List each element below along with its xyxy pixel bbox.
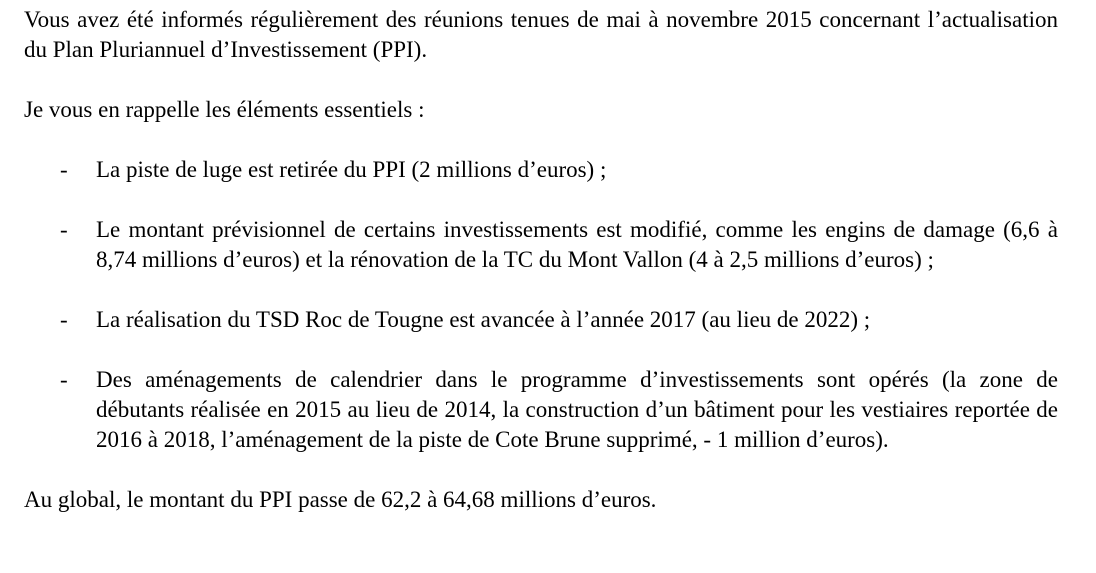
list-item-text: La réalisation du TSD Roc de Tougne est avancée à l’année 2017 (au lieu de 2022) ; [96,307,871,332]
reminder-paragraph: Je vous en rappelle les éléments essentiels : [24,97,425,122]
conclusion-paragraph: Au global, le montant du PPI passe de 62,2 à 64,68 millions d’euros. [24,487,657,512]
intro-paragraph: Vous avez été informés régulièrement des réunions tenues de mai à novembre 2015 concernant l’actualisation du Plan Pluriannuel d’Investissement (PPI). [24,7,1058,62]
list-item-text: Le montant prévisionnel de certains investissements est modifié, comme les engins de damage (6,6 à 8,74 millions d’euros) et la rénovation de la TC du Mont Vallon (4 à 2,5 millions d’euros) ; [96,217,1058,272]
document-body [24,5,1058,515]
bullet-dash: - [60,217,68,242]
bullet-dash: - [60,157,68,182]
list-item-text: La piste de luge est retirée du PPI (2 millions d’euros) ; [96,157,607,182]
paragraph-spacer [24,65,1058,95]
bullet-list [24,155,1058,455]
bullet-dash: - [60,307,68,332]
list-item-text: Des aménagements de calendrier dans le programme d’investissements sont opérés (la zone de débutants réalisée en 2015 au lieu de 2014, la construction d’un bâtiment pour les vestiaires reportée de 2016 à 2018, l’aménagement de la piste de Cote Brune supprimé, - 1 million d’euros). [96,367,1058,452]
bullet-dash: - [60,367,68,392]
list-item [24,365,1058,455]
list-item [24,155,1058,185]
list-item [24,305,1058,335]
list-item [24,215,1058,275]
